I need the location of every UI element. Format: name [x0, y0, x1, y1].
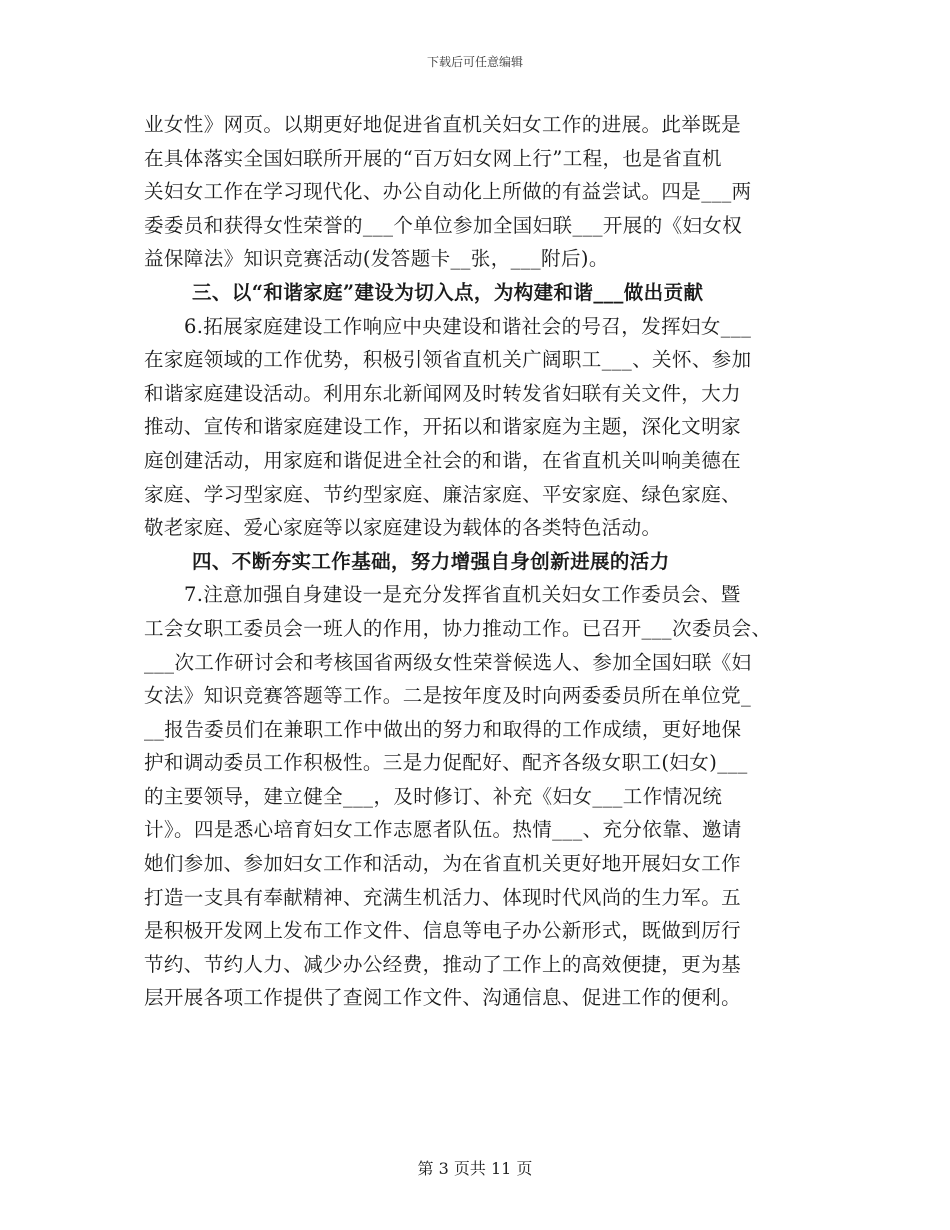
page-header: 下载后可任意编辑: [426, 55, 523, 69]
text-line: 女法》知识竞赛答题等工作。二是按年度及时向两委委员所在单位党_: [144, 684, 752, 708]
text-line: 推动、宣传和谐家庭建设工作，开拓以和谐家庭为主题，深化文明家: [144, 415, 742, 439]
text-line: ___次工作研讨会和考核国省两级女性荣誉候选人、参加全国妇联《妇: [144, 650, 752, 674]
text-line: 在家庭领域的工作优势，积极引领省直机关广阔职工___、关怀、参加: [144, 348, 752, 372]
text-line: 业女性》网页。以期更好地促进省直机关妇女工作的进展。此举既是: [144, 113, 742, 136]
text-line: __报告委员们在兼职工作中做出的努力和取得的工作成绩，更好地保: [144, 717, 742, 741]
text-line: 7.注意加强自身建设一是充分发挥省直机关妇女工作委员会、暨: [184, 583, 741, 607]
text-line: 益保障法》知识竞赛活动(发答题卡__张，___附后)。: [144, 247, 609, 271]
page-footer: 第 3 页共 11 页: [417, 1159, 533, 1178]
text-line: 庭创建活动，用家庭和谐促进全社会的和谐，在省直机关叫响美德在: [144, 448, 742, 472]
text-line: 计》。四是悉心培育妇女工作志愿者队伍。热情___、充分依靠、邀请: [144, 818, 742, 842]
text-line: 工会女职工委员会一班人的作用，协力推动工作。已召开___次委员会、: [144, 616, 772, 640]
text-line: 和谐家庭建设活动。利用东北新闻网及时转发省妇联有关文件，大力: [144, 381, 742, 405]
text-line: 的主要领导，建立健全___，及时修订、补充《妇女___工作情况统: [144, 784, 723, 808]
text-line: 打造一支具有奉献精神、充满生机活力、体现时代风尚的生力军。五: [144, 885, 742, 909]
section-heading: 三、以“和谐家庭”建设为切入点，为构建和谐___做出贡献: [192, 280, 704, 304]
text-line: 在具体落实全国妇联所开展的“百万妇女网上行”工程，也是省直机: [144, 146, 722, 170]
text-line: 是积极开发网上发布工作文件、信息等电子办公新形式，既做到厉行: [144, 919, 742, 943]
text-line: 节约、节约人力、减少办公经费，推动了工作上的高效便捷，更为基: [144, 952, 742, 976]
text-line: 护和调动委员工作积极性。三是力促配好、配齐各级女职工(妇女)___: [144, 751, 748, 775]
section-heading: 四、不断夯实工作基础，努力增强自身创新进展的活力: [192, 549, 670, 573]
text-line: 她们参加、参加妇女工作和活动，为在省直机关更好地开展妇女工作: [144, 852, 742, 876]
text-line: 家庭、学习型家庭、节约型家庭、廉洁家庭、平安家庭、绿色家庭、: [144, 482, 742, 506]
document-body: [144, 108, 824, 1015]
text-line: 委委员和获得女性荣誉的___个单位参加全国妇联___开展的《妇女权: [144, 213, 743, 237]
text-line: 关妇女工作在学习现代化、办公自动化上所做的有益尝试。四是___两: [144, 180, 752, 204]
text-line: 敬老家庭、爱心家庭等以家庭建设为载体的各类特色活动。: [144, 516, 662, 540]
text-line: 层开展各项工作提供了查阅工作文件、沟通信息、促进工作的便利。: [144, 986, 742, 1010]
text-line: 6.拓展家庭建设工作响应中央建设和谐社会的号召，发挥妇女___: [184, 314, 752, 338]
